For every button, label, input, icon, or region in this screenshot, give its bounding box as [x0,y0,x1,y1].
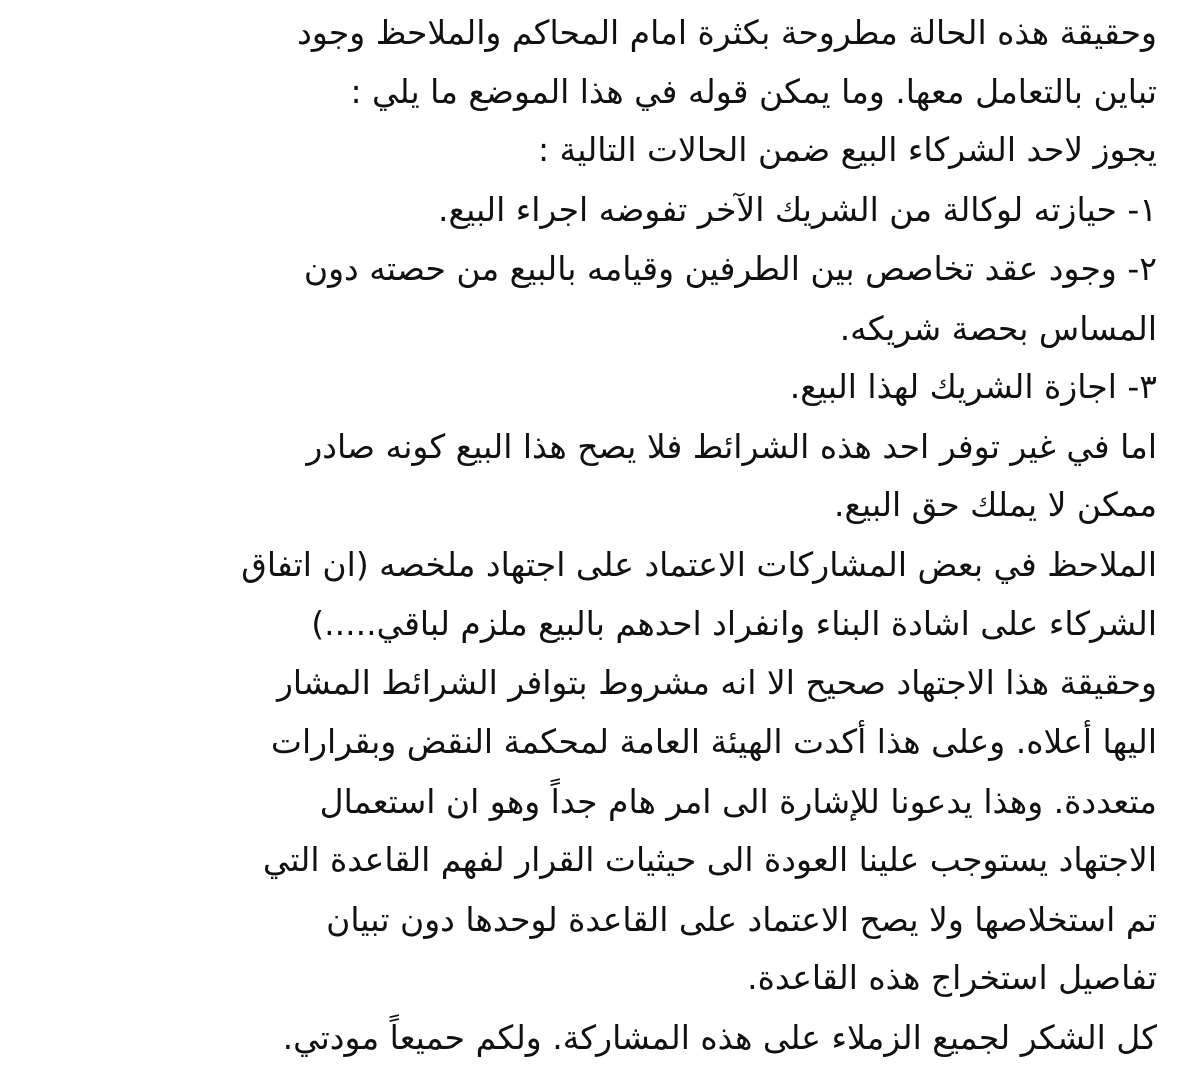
text-line: تم استخلاصها ولا يصح الاعتماد على القاعدة لوحدها دون تبيان [326,900,1157,939]
text-line: يجوز لاحد الشركاء البيع ضمن الحالات التالية : [537,130,1157,169]
text-line: كل الشكر لجميع الزملاء على هذه المشاركة. ولكم حميعاً مودتي. [282,1018,1157,1057]
text-line: ١- حيازته لوكالة من الشريك الآخر تفوضه اجراء البيع. [438,190,1157,229]
text-line: الشركاء على اشادة البناء وانفراد احدهم بالبيع ملزم لباقي.....) [311,604,1157,643]
text-line: وحقيقة هذه الحالة مطروحة بكثرة امام المحاكم والملاحظ وجود [297,13,1157,52]
text-line: اليها أعلاه. وعلى هذا أكدت الهيئة العامة لمحكمة النقض وبقرارات [270,722,1157,761]
text-line: تباين بالتعامل معها. وما يمكن قوله في هذا الموضع ما يلي : [350,72,1157,111]
text-line: اما في غير توفر احد هذه الشرائط فلا يصح هذا البيع كونه صادر [306,427,1157,466]
text-line: ممكن لا يملك حق البيع. [834,485,1157,524]
text-line: الملاحظ في بعض المشاركات الاعتماد على اجتهاد ملخصه (ان اتفاق [241,545,1157,584]
text-line: المساس بحصة شريكه. [839,309,1157,348]
text-line: ٢- وجود عقد تخاصص بين الطرفين وقيامه بالبيع من حصته دون [303,249,1157,288]
text-line: وحقيقة هذا الاجتهاد صحيح الا انه مشروط بتوافر الشرائط المشار [277,663,1157,702]
text-line: ٣- اجازة الشريك لهذا البيع. [789,367,1157,406]
text-line: تفاصيل استخراج هذه القاعدة. [747,958,1157,997]
text-line: متعددة. وهذا يدعونا للإشارة الى امر هام جداً وهو ان استعمال [319,782,1157,821]
text-line: الاجتهاد يستوجب علينا العودة الى حيثيات القرار لفهم القاعدة التي [262,840,1157,879]
